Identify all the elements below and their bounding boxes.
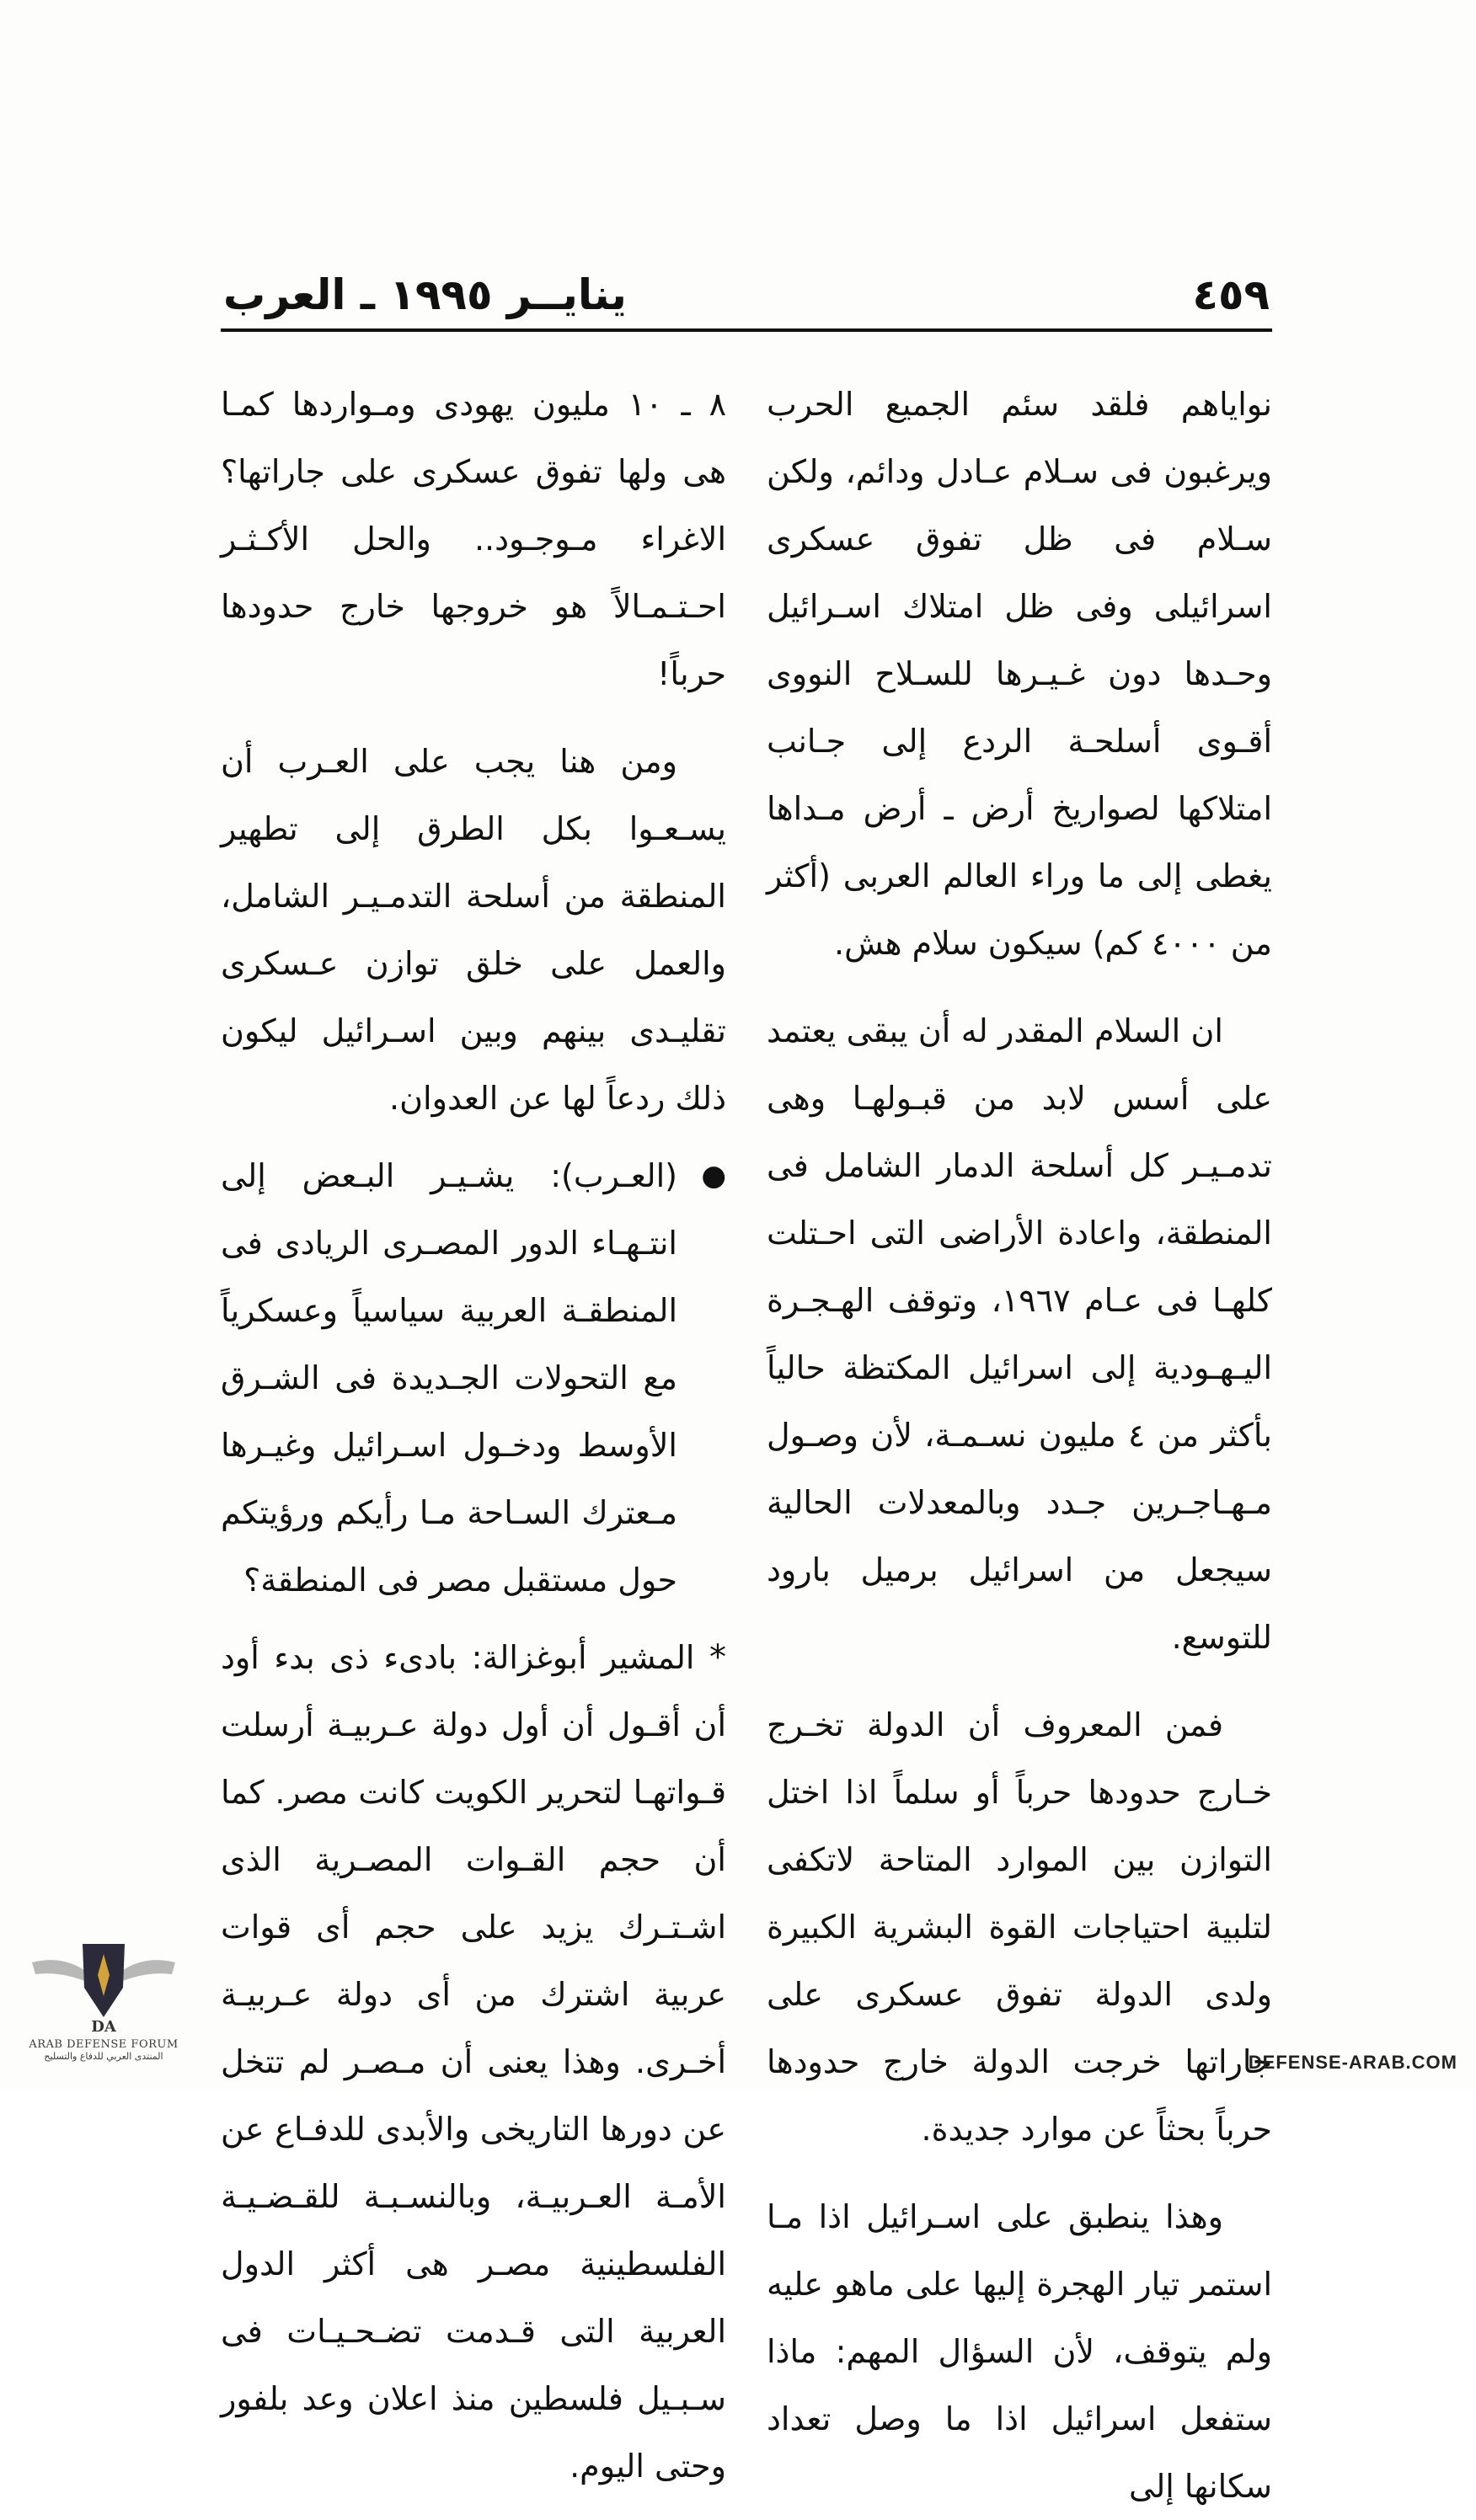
logo-caption-en: ARAB DEFENSE FORUM [29,2038,179,2051]
answer-paragraph [221,1624,726,2500]
shield-wings-icon [24,1937,184,2038]
logo-abbr: DA [91,2018,116,2036]
paragraph: ٨ ـ ١٠ مليون يهودى ومـواردها كمـا هى ولها تفوق عسكرى على جاراتها؟ الاغراء مـوجـود.. والحل الأكـثـر احـتـمـالاً هو خروجها خارج حدودها حرباً! [221,386,726,692]
asterisk-icon: * [709,1638,726,1677]
header-title: ينايــر ١٩٩٥ ـ العرب [223,270,627,319]
question-paragraph [221,1142,726,1614]
paragraph: نواياهم فلقد سئم الجميع الحرب ويرغبون فى سـلام عـادل ودائم، ولكن سـلام فى ظل تفوق عسكرى اسرائيلى وفى ظل امتلاك اسـرائيل وحـدها دون غـيـرها للسـلاح النووى أقـوى أسلحـة الردع إلى جـانب امتلاكها لصواريخ أرض ـ أرض مـداها يغطى إلى ما وراء العالم العربى (أكثر من ٤٠٠٠ كم) سيكون سلام هش. [767,386,1272,962]
paragraph: ومن هنا يجب على العـرب أن يسـعـوا بكل الطرق إلى تطهير المنطقة من أسلحة التدمـيـر الشامل، والعمل على خلق توازن عـسكرى تقليـدى بينهم وبين اسـرائيل ليكون ذلك ردعاً لها عن العدوان. [221,743,726,1117]
bullet-icon: ● [701,1159,726,1193]
site-watermark: DEFENSE-ARAB.COM [1248,2052,1457,2073]
left-column [221,371,726,2500]
header-rule [221,328,1272,332]
paragraph: ان السلام المقدر له أن يبقى يعتمد على أسس لابد من قبـولهـا وهى تدمـيـر كل أسلحة الدمار الشامل فى المنطقة، واعادة الأراضى التى احـتلت كلهـا فى عـام ١٩٦٧، وتوقف الهـجـرة اليـهـودية إلى اسرائيل المكتظة حالياً بأكثر من ٤ مليون نسـمـة، لأن وصـول مـهـاجـرين جـدد وبالمعدلات الحالية سيجعل من اسرائيل برميل بارود للتوسع. [767,1012,1272,1656]
forum-logo [24,1937,184,2080]
logo-caption-ar: المنتدى العربي للدفاع والتسليح [44,2051,163,2062]
right-column [767,371,1272,2520]
page-number: ٤٥٩ [1192,270,1270,319]
paragraph: فمن المعروف أن الدولة تخـرج خـارج حدودها حرباً أو سلماً اذا اختل التوازن بين الموارد المتاحة لاتكفى لتلبية احتياجات القوة البشرية الكبيرة ولدى الدولة تفوق عسكرى على جاراتها خرجت الدولة خارج حدودها حرباً بحثاً عن موارد جديدة. [767,1706,1272,2148]
answer-text: المشير أبوغزالة: بادىء ذى بدء أود أن أقـول أن أول دولة عـربيـة أرسلت قـواتهـا لتحرير الكويت كانت مصر. كما أن حجم القـوات المصـرية الذى اشـتـرك يزيد على حجم أى قوات عربية اشترك من أى دولة عـربيـة أخـرى. وهذا يعنى أن مـصـر لم تتخل عن دورها التاريخى والأبدى للدفـاع عن الأمـة العـربيـة، وبالنسـبـة للقـضـيـة الفلسطينية مصـر هى أكثر الدول العربية التى قـدمت تضـحـيـات فى سـبـيل فلسطين منذ اعلان وعد بلفور وحتى اليوم. [221,1639,726,2485]
paragraph: وهذا ينطبق على اسـرائيل اذا مـا استمر تيار الهجرة إليها على ماهو عليه ولم يتوقف، لأن السؤال المهم: ماذا ستفعل اسرائيل اذا ما وصل تعداد سكانها إلى [767,2198,1272,2505]
running-header [223,268,1270,322]
question-text: (العـرب): يشـيـر البـعض إلى انتـهـاء الدور المصـرى الريادى فى المنطقـة العربية سياسياً وعسكرياً مع التحولات الجـديدة فى الشـرق الأوسط ودخـول اسـرائيل وغيـرها مـعترك السـاحة مـا رأيكم ورؤيتكم حول مستقبل مصر فى المنطقة؟ [221,1157,677,1599]
